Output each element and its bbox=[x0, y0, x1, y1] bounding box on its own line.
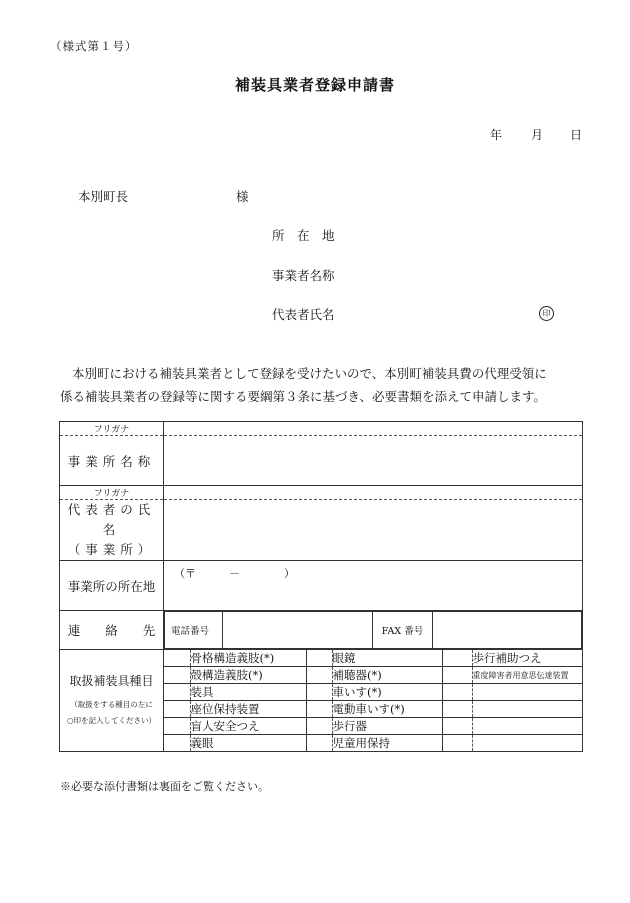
device-mark-cell[interactable] bbox=[164, 667, 190, 684]
device-row bbox=[164, 735, 582, 752]
rep-name-field[interactable] bbox=[164, 500, 583, 561]
device-mark-cell[interactable] bbox=[306, 701, 332, 718]
device-mark-cell[interactable] bbox=[306, 718, 332, 735]
device-row bbox=[164, 718, 582, 735]
device-item-label: 補聴器(*) bbox=[332, 667, 442, 684]
device-mark-cell[interactable] bbox=[164, 701, 190, 718]
office-name-field[interactable] bbox=[164, 436, 583, 486]
fax-label: FAX 番号 bbox=[373, 612, 433, 649]
device-types-label: 取扱補装具種目 （取扱をする種目の左に ○印を記入してください） bbox=[60, 650, 164, 752]
device-mark-cell[interactable] bbox=[306, 667, 332, 684]
device-item-label: 座位保持装置 bbox=[190, 701, 306, 718]
fax-field[interactable] bbox=[433, 612, 582, 649]
registration-table bbox=[59, 421, 583, 752]
device-row bbox=[164, 701, 582, 718]
device-item-label: 殻構造義肢(*) bbox=[190, 667, 306, 684]
rep-furigana-label: フリガナ bbox=[60, 486, 164, 500]
page-title: 補装具業者登録申請書 bbox=[234, 76, 395, 94]
device-mark-cell[interactable] bbox=[442, 650, 472, 667]
footnote: ※必要な添付書類は裏面をご覧ください。 bbox=[60, 780, 269, 793]
addressee-honorific: 様 bbox=[236, 189, 249, 204]
device-mark-cell[interactable] bbox=[442, 718, 472, 735]
device-item-label: 義眼 bbox=[190, 735, 306, 752]
device-item-label: 児童用保持 bbox=[332, 735, 442, 752]
device-mark-cell[interactable] bbox=[442, 684, 472, 701]
device-item-label: 電動車いす(*) bbox=[332, 701, 442, 718]
device-row bbox=[164, 684, 582, 701]
statement-line-2: 係る補装具業者の登録等に関する要綱第３条に基づき、必要書類を添えて申請します。 bbox=[60, 389, 547, 404]
phone-label: 電話番号 bbox=[165, 612, 223, 649]
device-mark-cell[interactable] bbox=[306, 650, 332, 667]
device-item-label: 車いす(*) bbox=[332, 684, 442, 701]
rep-name-label: 代表者の氏名 （事業所） bbox=[60, 500, 164, 561]
device-mark-cell[interactable] bbox=[306, 735, 332, 752]
device-mark-cell[interactable] bbox=[164, 650, 190, 667]
device-mark-cell[interactable] bbox=[442, 735, 472, 752]
office-address-field[interactable]: （〒 － ） bbox=[164, 561, 583, 611]
device-item-label bbox=[472, 718, 582, 735]
contact-label: 連 絡 先 bbox=[60, 611, 164, 650]
device-items-grid bbox=[164, 650, 582, 751]
phone-field[interactable] bbox=[223, 612, 373, 649]
office-furigana-field[interactable] bbox=[164, 422, 583, 436]
application-statement bbox=[60, 362, 585, 408]
applicant-address-label: 所 在 地 bbox=[272, 228, 335, 243]
device-mark-cell[interactable] bbox=[164, 735, 190, 752]
device-item-label bbox=[472, 684, 582, 701]
applicant-representative-label: 代表者氏名 bbox=[272, 307, 335, 322]
statement-line-1: 本別町における補装具業者として登録を受けたいので、本別町補装具費の代理受領に bbox=[72, 366, 547, 381]
office-name-label: 事業所名称 bbox=[60, 436, 164, 486]
date-month-label: 月 bbox=[531, 128, 544, 142]
device-item-label: 眼鏡 bbox=[332, 650, 442, 667]
device-item-label: 盲人安全つえ bbox=[190, 718, 306, 735]
device-mark-cell[interactable] bbox=[164, 684, 190, 701]
device-item-label: 歩行補助つえ bbox=[472, 650, 582, 667]
device-item-label: 重度障害者用意思伝達装置 bbox=[472, 667, 582, 684]
office-furigana-label: フリガナ bbox=[60, 422, 164, 436]
rep-furigana-field[interactable] bbox=[164, 486, 583, 500]
applicant-business-name-label: 事業者名称 bbox=[272, 268, 335, 283]
device-row bbox=[164, 667, 582, 684]
office-address-label: 事業所の所在地 bbox=[60, 561, 164, 611]
device-item-label: 装具 bbox=[190, 684, 306, 701]
date-day-label: 日 bbox=[570, 128, 583, 142]
device-mark-cell[interactable] bbox=[164, 718, 190, 735]
form-number: （様式第１号） bbox=[50, 39, 138, 53]
device-item-label: 骨格構造義肢(*) bbox=[190, 650, 306, 667]
seal-mark: 印 bbox=[539, 306, 554, 321]
date-year-label: 年 bbox=[490, 128, 503, 142]
device-mark-cell[interactable] bbox=[442, 701, 472, 718]
device-item-label bbox=[472, 735, 582, 752]
device-item-label bbox=[472, 701, 582, 718]
device-row bbox=[164, 650, 582, 667]
addressee-name: 本別町長 bbox=[78, 189, 129, 204]
device-mark-cell[interactable] bbox=[306, 684, 332, 701]
device-mark-cell[interactable] bbox=[442, 667, 472, 684]
device-item-label: 歩行器 bbox=[332, 718, 442, 735]
contact-row bbox=[164, 611, 582, 649]
